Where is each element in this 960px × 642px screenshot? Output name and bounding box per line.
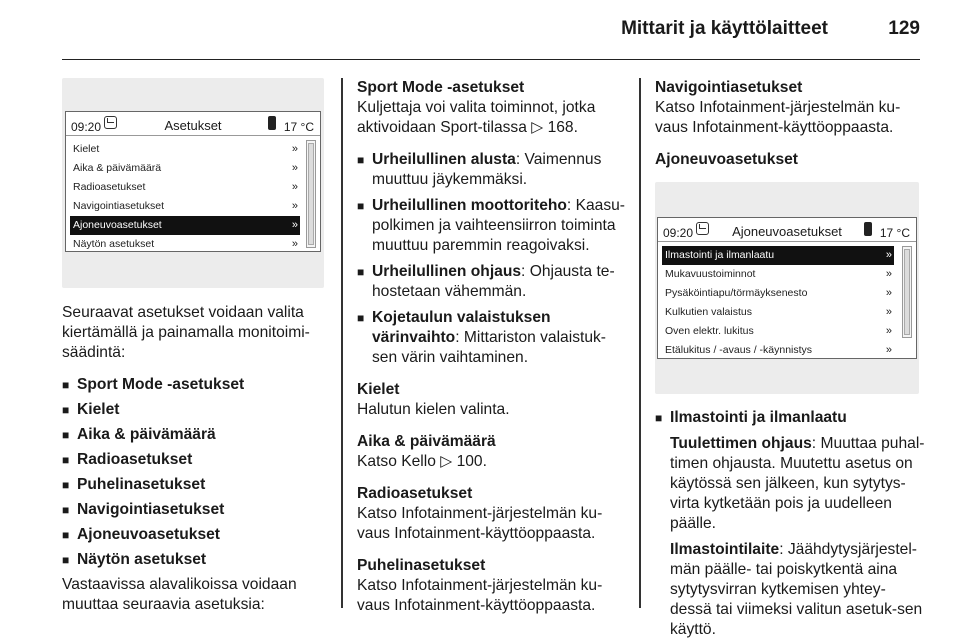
- page-header: [62, 14, 920, 60]
- menu-item-label: Ilmastointi ja ilmanlaatu: [665, 249, 775, 261]
- menu-item-label: Näytön asetukset: [73, 238, 155, 250]
- section-text: Katso Infotainment-järjestelmän ku-vaus Infotainment-käyttöoppaasta.: [357, 505, 603, 542]
- clock-time: 09:20: [71, 120, 102, 134]
- section-text: Katso Infotainment-järjestelmän ku-vaus Infotainment-käyttöoppaasta.: [357, 577, 603, 614]
- chapter-title: Mittarit ja käyttölaitteet: [621, 18, 828, 39]
- menu-item[interactable]: [70, 235, 300, 254]
- section-text: Halutun kielen valinta.: [357, 401, 510, 418]
- sub-paragraph: Tuulettimen ohjaus: Muuttaa puhal-timen ohjausta. Muutettu asetus on käytössä sen jälkeen, kun sytytys-virta kytketään pois ja uudelleen päälle.: [670, 435, 925, 532]
- chevron-right-icon: »: [885, 287, 892, 299]
- section-heading: Ajoneuvoasetukset: [655, 151, 798, 168]
- chevron-right-icon: »: [291, 200, 298, 212]
- menu-item-label: Mukavuustoiminnot: [665, 268, 756, 280]
- menu-item-label: Oven elektr. lukitus: [665, 325, 754, 337]
- chevron-right-icon: »: [885, 344, 892, 356]
- settings-list-item: ■ Ajoneuvoasetukset: [62, 525, 324, 545]
- menu-item[interactable]: [662, 341, 894, 360]
- section-heading: Kielet: [357, 381, 400, 398]
- menu-item-label: Navigointiasetukset: [73, 200, 165, 212]
- intro-text: Seuraavat asetukset voidaan valita kiertämällä ja painamalla monitoimi-säädintä:: [62, 304, 310, 361]
- column-divider: [639, 78, 641, 608]
- chevron-right-icon: »: [291, 143, 298, 155]
- sub-paragraph: Ilmastointilaite: Jäähdytysjärjestel-män päälle- tai poiskytkentä aina sytytysvirran kytkemisen yhtey-dessä tai viimeksi valitun asetuk-sen käyttö.: [670, 541, 923, 638]
- settings-list-item: ■ Radioasetukset: [62, 450, 324, 470]
- section-text: Kuljettaja voi valita toiminnot, jotka aktivoidaan Sport-tilassa ▷ 168.: [357, 99, 596, 136]
- column-divider: [341, 78, 343, 608]
- bullet-item: ■ Urheilullinen ohjaus: Ohjausta te-hostetaan vähemmän.: [357, 262, 629, 302]
- section-text: Katso Kello ▷ 100.: [357, 453, 487, 470]
- settings-list-item: ■ Puhelinasetukset: [62, 475, 324, 495]
- menu-item[interactable]: [662, 322, 894, 341]
- clock-time: 09:20: [663, 226, 694, 240]
- menu-item-label: Radioasetukset: [73, 181, 146, 193]
- settings-menu: [70, 140, 300, 254]
- temperature: 17 °C: [283, 120, 314, 134]
- section-heading: Puhelinasetukset: [357, 557, 486, 574]
- menu-item[interactable]: [662, 303, 894, 322]
- chevron-right-icon: »: [291, 181, 298, 193]
- column-3: [655, 78, 927, 642]
- column-2: [357, 78, 629, 628]
- screen-title: Ajoneuvoasetukset: [732, 224, 842, 239]
- chevron-right-icon: »: [885, 268, 892, 280]
- settings-screen-figure: [62, 78, 324, 288]
- arrow-ref-icon: ▷: [440, 453, 453, 470]
- thermometer-icon: [268, 116, 276, 130]
- section-heading: Navigointiasetukset: [655, 79, 803, 96]
- settings-list-item: ■ Näytön asetukset: [62, 550, 324, 570]
- menu-item[interactable]: [662, 284, 894, 303]
- chevron-right-icon: »: [291, 219, 298, 231]
- scroll-thumb[interactable]: [904, 249, 910, 335]
- settings-list-item: ■ Kielet: [62, 400, 324, 420]
- section-heading: Sport Mode -asetukset: [357, 79, 525, 96]
- column-1: [62, 78, 324, 615]
- settings-screen: [65, 111, 321, 252]
- section-heading: Radioasetukset: [357, 485, 473, 502]
- chevron-right-icon: »: [885, 325, 892, 337]
- settings-list-item: ■ Navigointiasetukset: [62, 500, 324, 520]
- menu-item[interactable]: [70, 197, 300, 216]
- chevron-right-icon: »: [291, 238, 298, 250]
- settings-list-item: ■ Sport Mode -asetukset: [62, 375, 324, 395]
- vehicle-settings-menu: [662, 246, 894, 360]
- thermometer-icon: [864, 222, 872, 236]
- arrow-ref-icon: ▷: [531, 119, 544, 136]
- settings-list: [62, 375, 324, 570]
- screen-status-bar: [658, 218, 916, 242]
- menu-item[interactable]: [70, 140, 300, 159]
- scrollbar[interactable]: [902, 246, 912, 338]
- menu-item[interactable]: [662, 246, 894, 265]
- menu-item[interactable]: [70, 216, 300, 235]
- chevron-right-icon: »: [885, 249, 892, 261]
- vehicle-settings-screen-figure: [655, 182, 919, 394]
- chevron-right-icon: »: [291, 162, 298, 174]
- scroll-thumb[interactable]: [308, 143, 314, 245]
- page-number: 129: [888, 18, 920, 39]
- outro-text: Vastaavissa alavalikoissa voidaan muuttaa seuraavia asetuksia:: [62, 576, 297, 613]
- menu-item[interactable]: [70, 178, 300, 197]
- menu-item[interactable]: [662, 265, 894, 284]
- menu-item-label: Kielet: [73, 143, 100, 155]
- temperature: 17 °C: [879, 226, 910, 240]
- chevron-right-icon: »: [885, 306, 892, 318]
- bullet-item: ■ Urheilullinen moottoriteho: Kaasu-polkimen ja vaihteensiirron toiminta muuttuu paremmin reagoivaksi.: [357, 196, 629, 256]
- bullet-item: ■ Kojetaulun valaistuksen värinvaihto: Mittariston valaistuk-sen värin vaihtaminen.: [357, 308, 629, 368]
- vehicle-settings-screen: [657, 217, 917, 359]
- bullet-item: ■ Ilmastointi ja ilmanlaatu: [655, 408, 927, 428]
- settings-list-item: ■ Aika & päivämäärä: [62, 425, 324, 445]
- menu-item-label: Ajoneuvoasetukset: [73, 219, 162, 231]
- section-text: Katso Infotainment-järjestelmän ku-vaus Infotainment-käyttöoppaasta.: [655, 99, 901, 136]
- menu-item-label: Etälukitus / -avaus / -käynnistys: [665, 344, 813, 356]
- screen-status-bar: [66, 112, 320, 136]
- menu-item-label: Kulkutien valaistus: [665, 306, 752, 318]
- menu-item[interactable]: [70, 159, 300, 178]
- screen-title: Asetukset: [164, 118, 222, 133]
- bullet-item: ■ Urheilullinen alusta: Vaimennus muuttuu jäykemmäksi.: [357, 150, 629, 190]
- menu-item-label: Pysäköintiapu/törmäyksenesto: [665, 287, 808, 299]
- section-heading: Aika & päivämäärä: [357, 433, 496, 450]
- scrollbar[interactable]: [306, 140, 316, 248]
- menu-item-label: Aika & päivämäärä: [73, 162, 162, 174]
